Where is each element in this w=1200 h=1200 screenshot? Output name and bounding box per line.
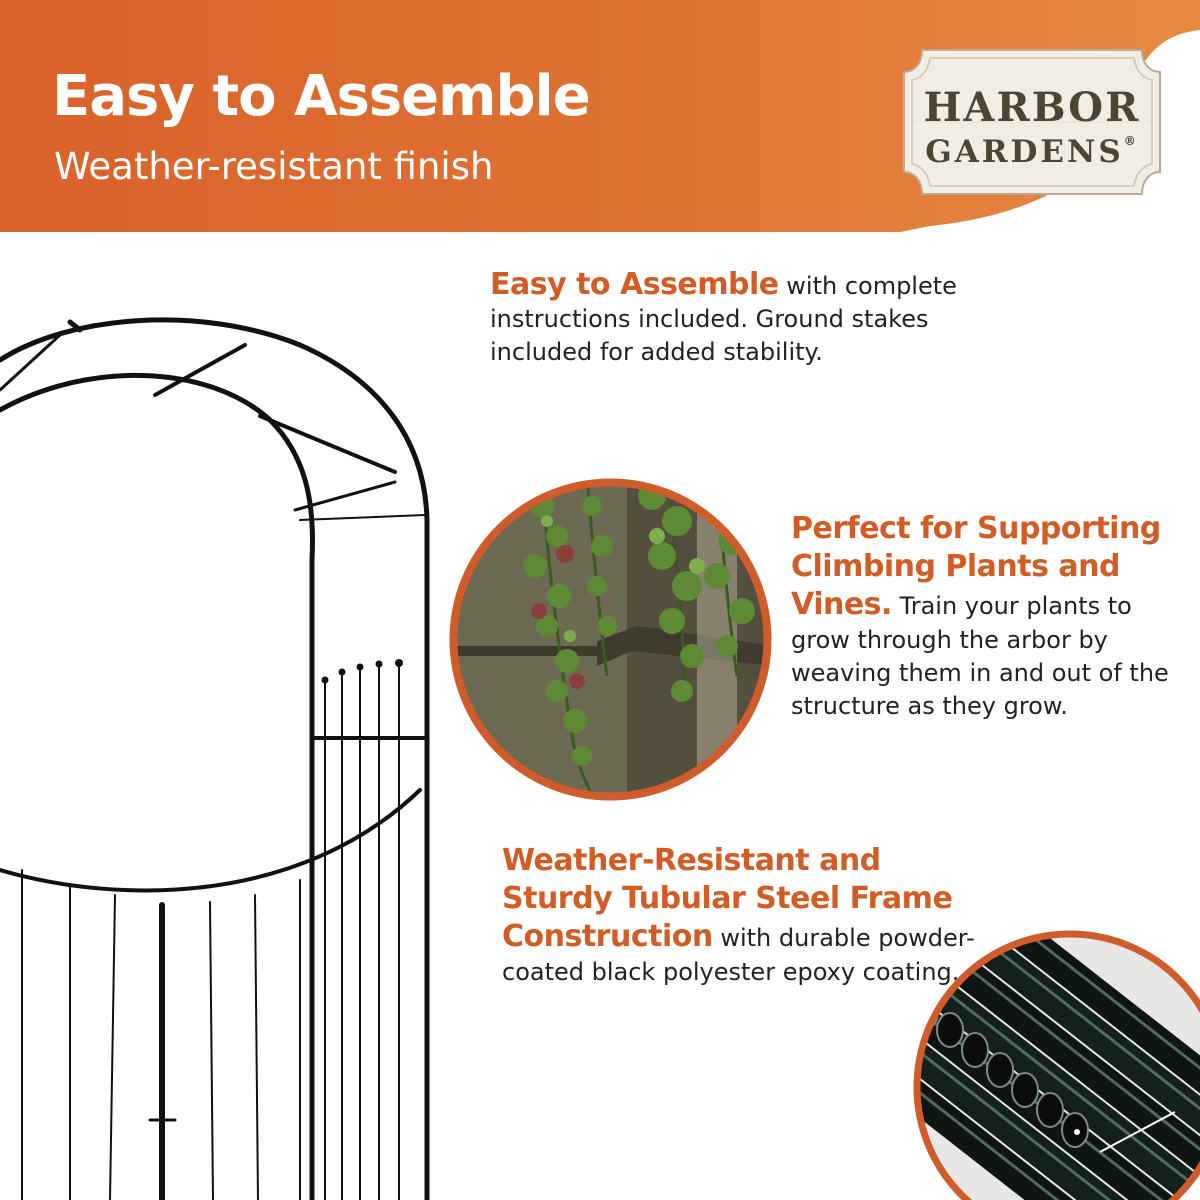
steel-tubes-photo bbox=[905, 922, 1200, 1200]
banner-subtitle: Weather-resistant finish bbox=[54, 145, 494, 188]
logo-registered-mark: ® bbox=[1123, 134, 1139, 148]
feature-climbing-plants bbox=[791, 510, 1176, 723]
brand-logo bbox=[902, 32, 1162, 212]
arbor-frame-illustration bbox=[0, 232, 440, 1200]
feature-body: Train your plants to grow through the arbor by weaving them in and out of the structure as they grow. bbox=[791, 592, 1169, 720]
header-banner bbox=[0, 0, 1200, 232]
feature-body: with durable powder-coated black polyester epoxy coating. bbox=[502, 924, 975, 986]
feature-easy-assemble bbox=[490, 268, 960, 369]
feature-body: with complete instructions included. Ground stakes included for added stability. bbox=[490, 272, 957, 366]
logo-line-gardens bbox=[902, 134, 1162, 170]
logo-gardens-text: GARDENS bbox=[925, 134, 1124, 170]
climbing-vines-photo bbox=[447, 476, 774, 803]
feature-heading: Easy to Assemble bbox=[490, 267, 779, 302]
feature-heading: Weather-Resistant and Sturdy Tubular Steel Frame Construction bbox=[502, 843, 953, 954]
logo-line-harbor: HARBOR bbox=[923, 84, 1141, 131]
feature-heading: Perfect for Supporting Climbing Plants and Vines. bbox=[791, 511, 1161, 622]
banner-title: Easy to Assemble bbox=[52, 64, 590, 129]
